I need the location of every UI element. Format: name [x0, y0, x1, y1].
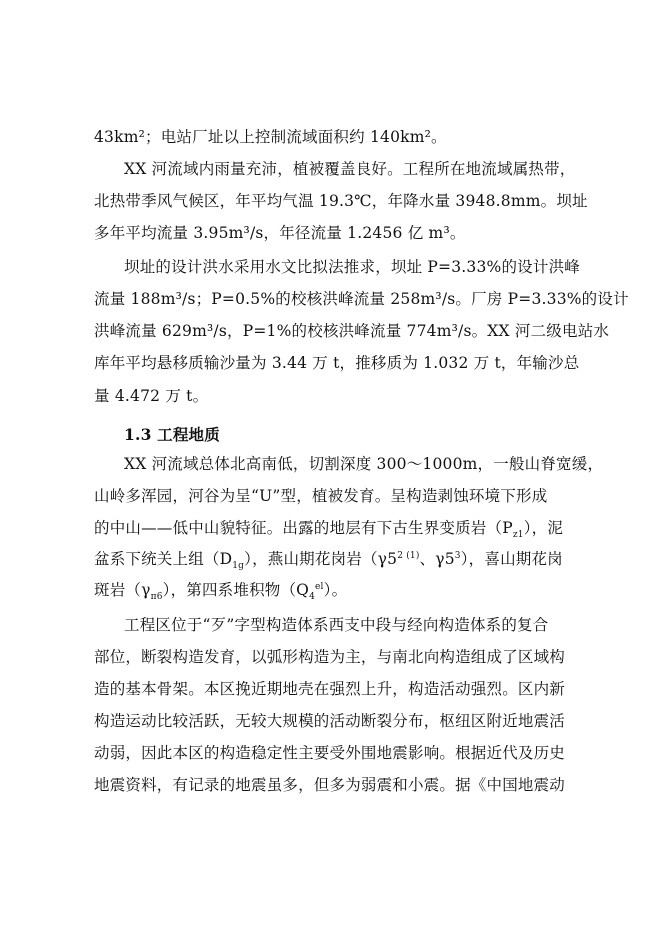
paragraph-4-line-5 [94, 579, 347, 601]
superscript-el: el [315, 581, 324, 592]
subscript-pz1: z1 [512, 530, 524, 541]
paragraph-4-line-5-text-a: 斑岩（γ [94, 581, 151, 599]
paragraph-5-line-3: 造的基本骨架。本区挽近期地壳在强烈上升，构造活动强烈。区内新 [94, 680, 566, 698]
paragraph-4-line-3-text-b: ），泥 [523, 519, 564, 537]
paragraph-4-line-5-text-b: ），第四系堆积物（Q [162, 581, 310, 599]
paragraph-3-line-4: 库年平均悬移质输沙量为 3.44 万 t，推移质为 1.032 万 t，年输沙总 [94, 354, 580, 372]
paragraph-5-line-4: 构造运动比较活跃，无较大规模的活动断裂分布，枢纽区附近地震活 [94, 712, 566, 730]
paragraph-4-line-4-text-c: 、γ5 [419, 550, 455, 568]
paragraph-2-line-3: 多年平均流量 3.95m³/s，年径流量 1.2456 亿 m³。 [94, 224, 466, 242]
paragraph-4-line-3-text-a: 的中山——低中山貌特征。出露的地层有下古生界变质岩（P [94, 519, 513, 537]
paragraph-4-line-1: XX 河流域总体北高南低，切割深度 300～1000m，一般山脊宽缓， [124, 455, 604, 473]
paragraph-5-line-1: 工程区位于“歹”字型构造体系西支中段与经向构造体系的复合 [124, 616, 549, 634]
paragraph-4-line-4-text-d: ），喜山期花岗 [460, 550, 563, 568]
paragraph-4-line-5-text-c: ）。 [323, 581, 348, 599]
paragraph-4-line-4-text-a: 盆系下统关上组（D [94, 550, 233, 568]
subscript-pi6: π6 [150, 592, 163, 603]
paragraph-4-line-2: 山岭多浑园，河谷为呈“U”型，植被发育。呈构造剥蚀环境下形成 [94, 487, 548, 505]
paragraph-4-line-4-text-b: ），燕山期花岗岩（γ5 [244, 550, 398, 568]
paragraph-4-line-4 [94, 548, 563, 570]
paragraph-5-line-2: 部位，断裂构造发育，以弧形构造为主，与南北向构造组成了区域构 [94, 648, 566, 666]
paragraph-3-line-5: 量 4.472 万 t。 [94, 387, 209, 405]
paragraph-1-line-1: 43km²；电站厂址以上控制流域面积约 140km²。 [94, 128, 447, 146]
paragraph-4-line-3 [94, 517, 563, 539]
superscript-gamma-5-2: 2 (1) [397, 550, 420, 561]
paragraph-5-line-6: 地震资料，有记录的地震虽多，但多为弱震和小震。据《中国地震动 [94, 776, 566, 794]
superscript-gamma-5-3: 3 [454, 550, 461, 561]
subscript-q4: 4 [309, 592, 316, 603]
subscript-d1g: 1g [232, 561, 245, 572]
paragraph-3-line-1: 坝址的设计洪水采用水文比拟法推求，坝址 P=3.33%的设计洪峰 [124, 258, 580, 276]
paragraph-3-line-2: 流量 188m³/s；P=0.5%的校核洪峰流量 258m³/s。厂房 P=3.33%的设计 [94, 290, 629, 308]
paragraph-2-line-2: 北热带季风气候区，年平均气温 19.3℃，年降水量 3948.8mm。坝址 [94, 192, 588, 210]
section-heading: 1.3 工程地质 [124, 425, 220, 444]
paragraph-5-line-5: 动弱，因此本区的构造稳定性主要受外围地震影响。根据近代及历史 [94, 744, 566, 762]
paragraph-2-line-1: XX 河流域内雨量充沛，植被覆盖良好。工程所在地流域属热带， [124, 160, 576, 178]
paragraph-3-line-3: 洪峰流量 629m³/s，P=1%的校核洪峰流量 774m³/s。XX 河二级电站水 [94, 322, 610, 340]
